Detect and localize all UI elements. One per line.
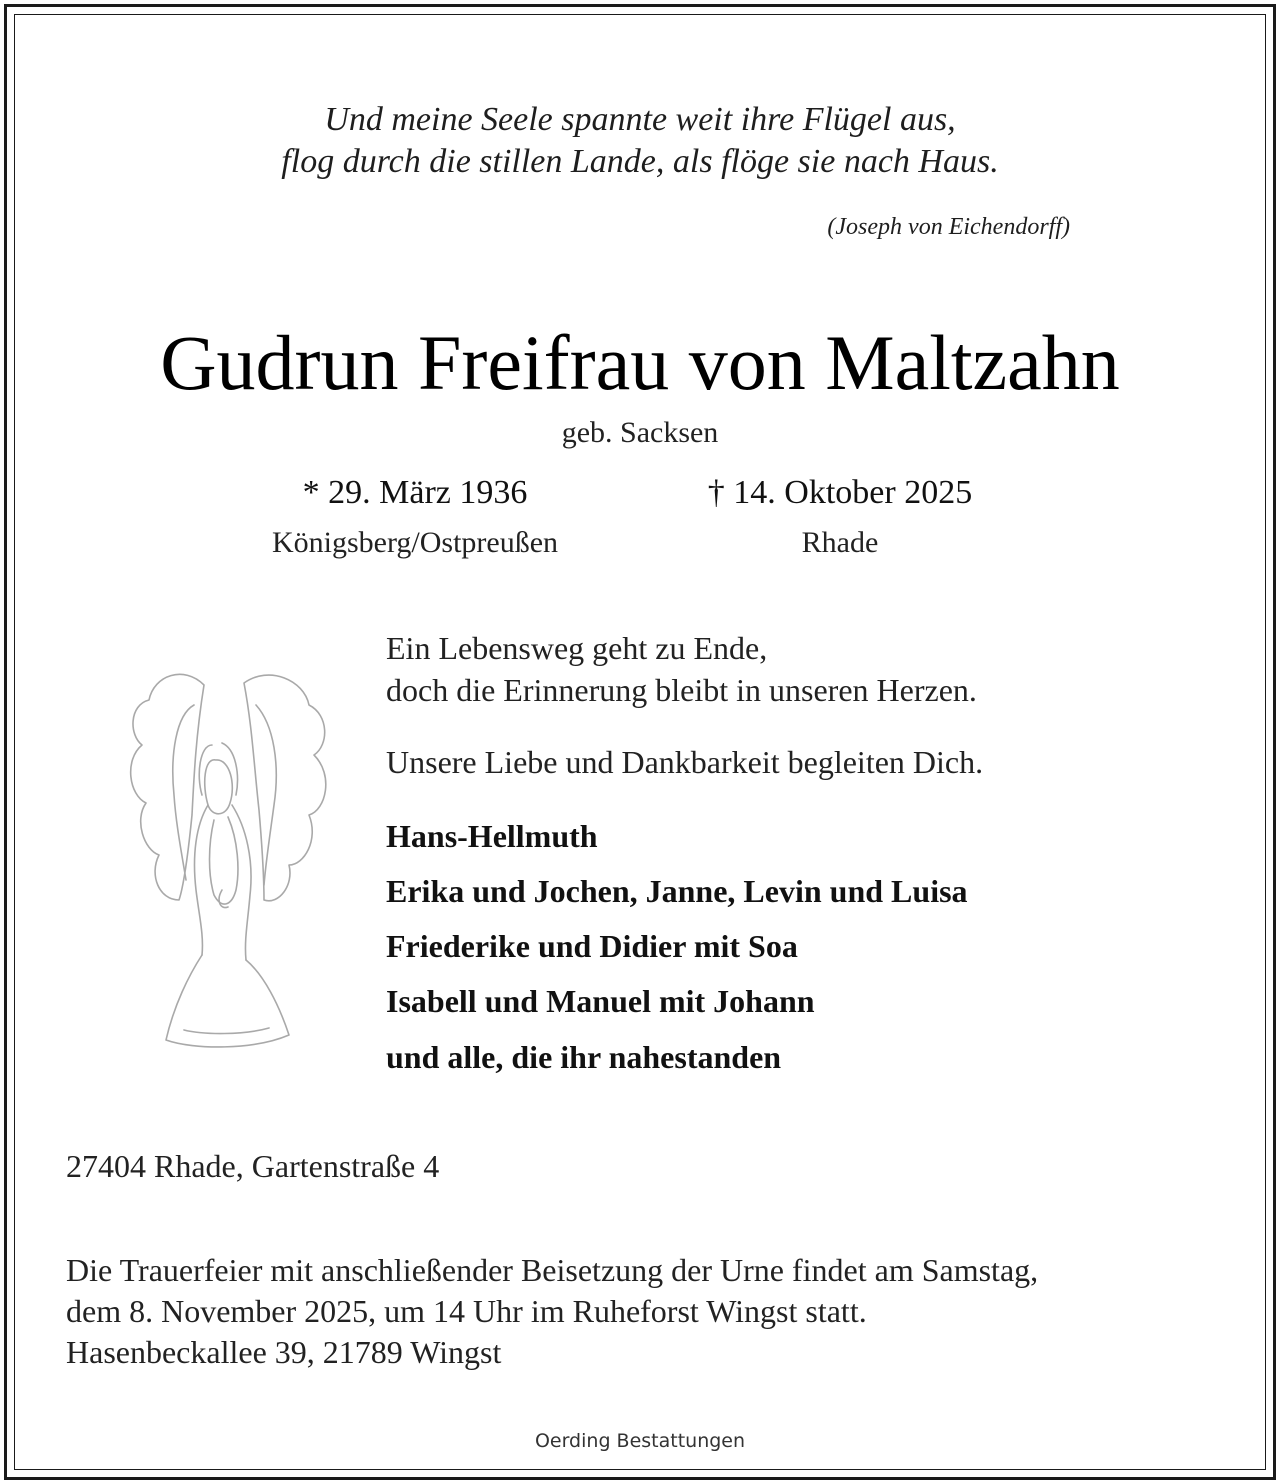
poem-line-1: Und meine Seele spannte weit ihre Flügel aus, xyxy=(324,101,956,138)
death-place: Rhade xyxy=(801,526,879,559)
message-line-3: Unsere Liebe und Dankbarkeit begleiten Dich. xyxy=(386,744,984,780)
birth-date: * 29. März 1936 xyxy=(302,474,528,511)
ceremony-line-2: dem 8. November 2025, um 14 Uhr im Ruheforst Wingst statt. xyxy=(66,1293,867,1329)
mourner-2: Erika und Jochen, Janne, Levin und Luisa xyxy=(386,873,968,909)
poem-line-2: flog durch die stillen Lande, als flöge sie nach Haus. xyxy=(281,143,999,180)
deceased-name: Gudrun Freifrau von Maltzahn xyxy=(160,319,1120,406)
mourner-3: Friederike und Didier mit Soa xyxy=(386,928,798,964)
mourner-1: Hans-Hellmuth xyxy=(386,818,598,854)
poem-author: (Joseph von Eichendorff) xyxy=(827,214,1070,240)
message-line-2: doch die Erinnerung bleibt in unseren Herzen. xyxy=(386,672,977,708)
birth-place: Königsberg/Ostpreußen xyxy=(271,526,559,559)
maiden-name: geb. Sacksen xyxy=(561,416,719,449)
address: 27404 Rhade, Gartenstraße 4 xyxy=(66,1148,440,1184)
undertaker: Oerding Bestattungen xyxy=(534,1430,746,1452)
ceremony-line-3: Hasenbeckallee 39, 21789 Wingst xyxy=(66,1334,502,1370)
message-line-1: Ein Lebensweg geht zu Ende, xyxy=(386,630,768,666)
mourner-5: und alle, die ihr nahestanden xyxy=(386,1039,782,1075)
ceremony-line-1: Die Trauerfeier mit anschließender Beisetzung der Urne findet am Samstag, xyxy=(66,1252,1039,1288)
mourner-4: Isabell und Manuel mit Johann xyxy=(386,983,815,1019)
death-date: † 14. Oktober 2025 xyxy=(707,474,973,511)
angel-sketch-icon xyxy=(104,645,354,1075)
